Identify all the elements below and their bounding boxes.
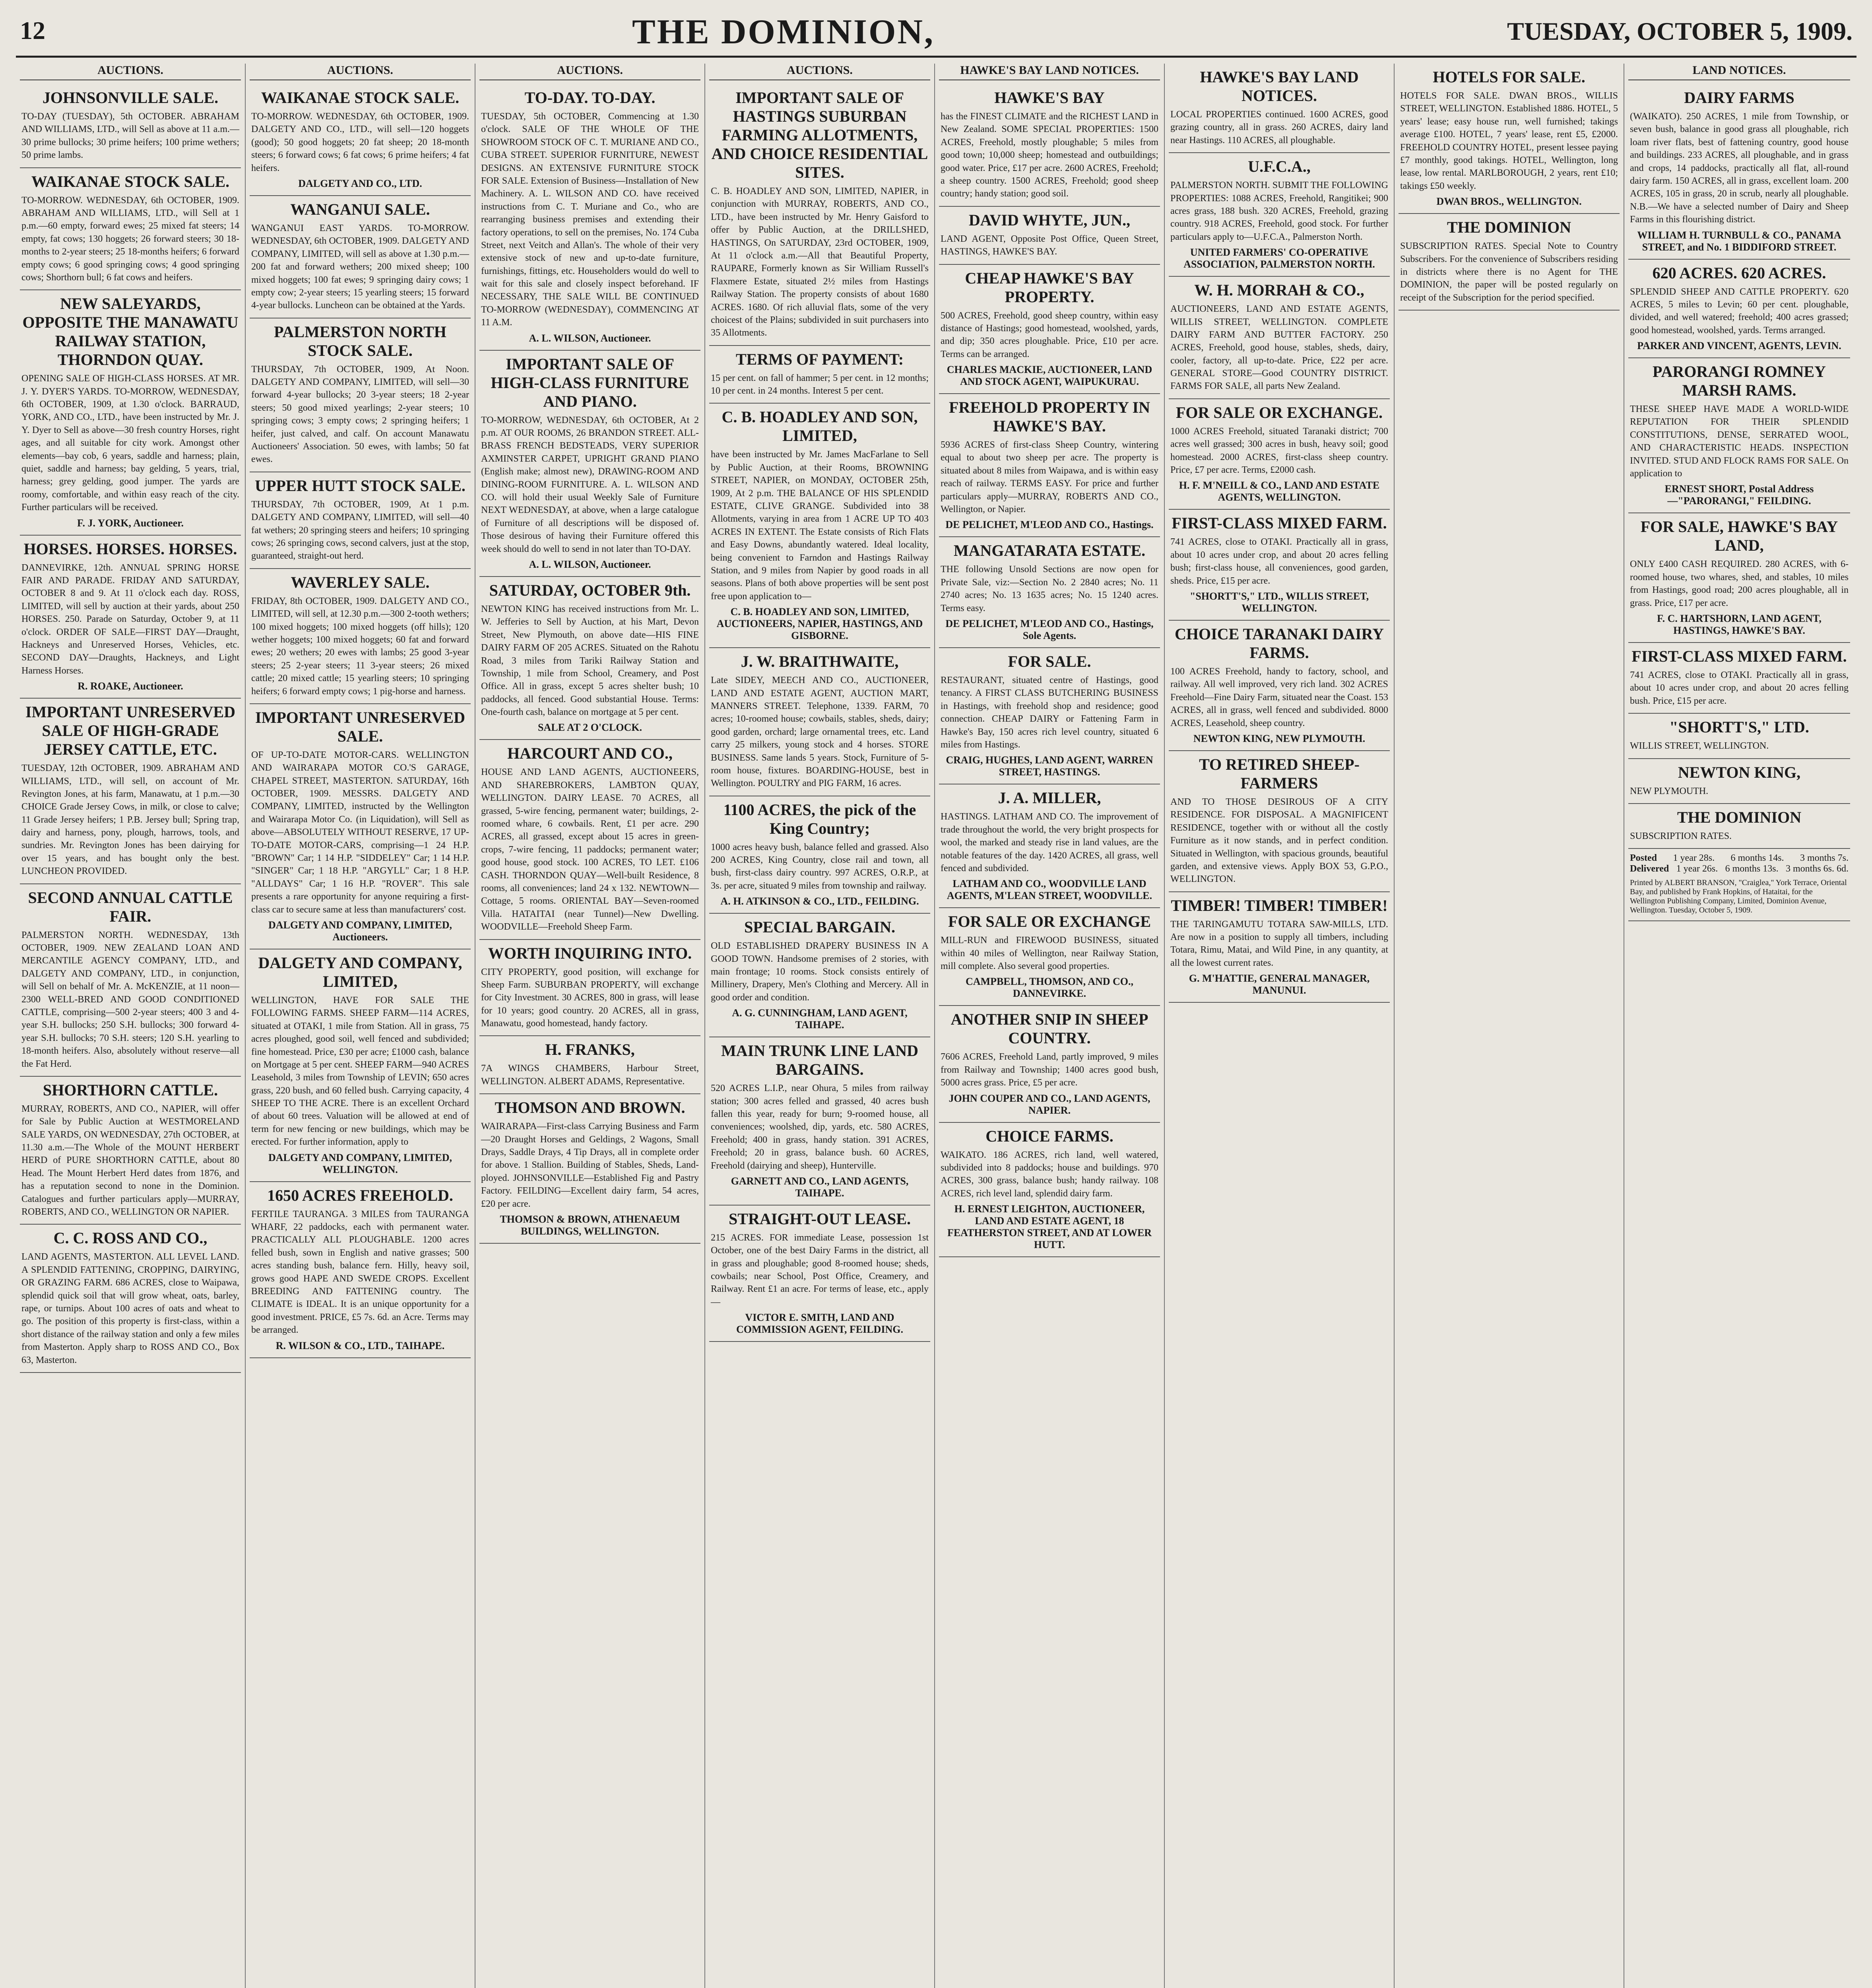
ad-title: DALGETY AND COMPANY, LIMITED, (258, 953, 462, 990)
printer-imprint: Printed by ALBERT BRANSON, "Craiglea," York Terrace, Oriental Bay, and published by Frank Hopkins, of Hataitai, for the Wellington Publishing Company, Limited, Dominion Avenue, Wellington. Tuesday, October 5, 1909. (1630, 878, 1847, 915)
advertisement (1169, 64, 1390, 153)
advertisement (1399, 64, 1620, 214)
ad-signature: C. B. HOADLEY AND SON, LIMITED, AUCTIONEERS, NAPIER, HASTINGS, AND GISBORNE. (716, 606, 923, 642)
ad-title: HARCOURT AND CO., (507, 744, 673, 763)
ad-signature: "SHORTT'S," LTD., WILLIS STREET, WELLINGTON. (1189, 590, 1369, 614)
ad-title: W. H. MORRAH & CO., (1194, 281, 1364, 299)
column-grid (16, 64, 1856, 1988)
ad-body: OF UP-TO-DATE MOTOR-CARS. WELLINGTON AND WAIRARAPA MOTOR CO.'S GARAGE, CHAPEL STREET, MASTERTON. SATURDAY, 16th OCTOBER, 1909. MESSRS. DALGETY AND COMPANY, LIMITED, instructed by the Wellington and Wairarapa Motor Co. (in Liquidation), will Sell as above—ABSOLUTELY WITHOUT RESERVE, 17 UP-TO-DATE MOTOR-CARS, comprising—1 24 H.P. "BROWN" Car; 1 14 H.P. "SIDDELEY" Car; 1 14 H.P. "SINGER" Car; 1 18 H.P. "ARGYLL" Car; 1 8 H.P. "ALLDAYS" Car; 1 16 H.P. "ROVER". This sale presents a rare opportunity for anyone requiring a first-class car to secure same at less than manufacturers' cost. (251, 749, 469, 915)
ad-body: OLD ESTABLISHED DRAPERY BUSINESS IN A GOOD TOWN. Handsome premises of 2 stories, with main frontage; 10 rooms. Stock consists entirely of Millinery, Drapery, Men's Clothing and Mercery. All in good order and condition. (711, 941, 929, 1003)
ad-signature: SALE AT 2 O'CLOCK. (538, 722, 642, 734)
ad-body: WILLIS STREET, WELLINGTON. (1630, 741, 1769, 751)
advertisement (20, 536, 241, 699)
advertisement (1169, 892, 1390, 1003)
ad-body: RESTAURANT, situated centre of Hastings, good tenancy. A FIRST CLASS BUTCHERING BUSINESS in Hastings, with freehold shop and residence; good connection. CHEAP DAIRY or Fattening Farm in Hawke's Bay, 150 acres rich level country, situated 6 miles from Hastings. (941, 675, 1158, 750)
paper-name: THE DOMINION, (632, 13, 935, 51)
ad-body: SUBSCRIPTION RATES. (1630, 831, 1732, 841)
ad-body: 7606 ACRES, Freehold Land, partly improved, 9 miles from Railway and Township; 1400 acres good bush, 5000 acres grass. Price, £5 per acre. (941, 1052, 1158, 1088)
ad-title: DAVID WHYTE, JUN., (968, 211, 1131, 229)
ad-title: THE DOMINION (1677, 808, 1802, 826)
ad-title: PALMERSTON NORTH STOCK SALE. (274, 322, 446, 359)
advertisement (1628, 714, 1850, 759)
rate-cell: 1 year 28s. (1673, 853, 1715, 864)
column-8 (1624, 64, 1854, 1988)
ad-title: IMPORTANT SALE OF HASTINGS SUBURBAN FARMING ALLOTMENTS, AND CHOICE RESIDENTIAL SITES. (711, 89, 928, 181)
ad-body: 1000 acres heavy bush, balance felled and grassed. Also 200 ACRES, King Country, close rail and town, all bush, first-class dairy country. 997 ACRES, O.R.P., at 3s. per acre, situated 9 miles from township and railway. (711, 842, 929, 891)
advertisement (479, 1036, 700, 1094)
ad-body: TO-MORROW. WEDNESDAY, 6th OCTOBER, 1909. ABRAHAM AND WILLIAMS, LTD., will Sell at 1 p.m.—60 empty, forward ewes; 25 mixed fat steers; 14 empty, fat cows; 130 hoggets; 26 forward steers; 30 18-months to 2-year steers; 25 18-months heifers; 6 forward empty cows; 6 good springing cows; 4 good springing cows; Shorthorn bull; 6 fat cows and heifers. (21, 195, 239, 283)
ad-body: 741 ACRES, close to OTAKI. Practically all in grass, about 10 acres under crop, and about 20 acres felling bush. Price, £15 per acre. (1630, 670, 1849, 706)
advertisement (939, 1006, 1160, 1122)
advertisement (1169, 153, 1390, 277)
column-5 (935, 64, 1165, 1988)
ad-title: UPPER HUTT STOCK SALE. (255, 476, 466, 495)
ad-body: 1000 ACRES Freehold, situated Taranaki district; 700 acres well grassed; 300 acres in bush, heavy soil; good homestead. 2000 ACRES, first-class sheep country. Price, £7 per acre. Terms, £2000 cash. (1170, 426, 1388, 476)
advertisement (1169, 277, 1390, 399)
advertisement (709, 914, 930, 1037)
ad-title: J. A. MILLER, (998, 789, 1101, 807)
advertisement (709, 1037, 930, 1206)
column-heading: AUCTIONS. (250, 64, 471, 80)
advertisement (939, 648, 1160, 784)
ad-signature: NEWTON KING, NEW PLYMOUTH. (1193, 732, 1366, 744)
ad-body: has the FINEST CLIMATE and the RICHEST LAND in New Zealand. SOME SPECIAL PROPERTIES: 1500 ACRES, Freehold, mostly ploughable; 5 miles from good town; 10,000 sheep; homestead and outbuildings; good water. Price, £17 per acre. 2600 ACRES, Freehold; a sheep country. 1500 ACRES, Freehold; good sheep country; handy station; good soil. (941, 111, 1158, 199)
ad-title: THE DOMINION (1447, 218, 1571, 237)
column-2 (246, 64, 475, 1988)
ad-title: TIMBER! TIMBER! TIMBER! (1171, 896, 1388, 914)
ad-signature: DE PELICHET, M'LEOD AND CO., Hastings. (945, 519, 1154, 531)
ad-signature: DE PELICHET, M'LEOD AND CO., Hastings, Sole Agents. (945, 617, 1154, 641)
ad-body: THE following Unsold Sections are now open for Private Sale, viz:—Section No. 2 2840 acres; No. 11 2740 acres; No. 13 1635 acres; No. 15 1240 acres. Terms easy. (941, 564, 1158, 613)
ad-title: DAIRY FARMS (1684, 89, 1794, 107)
advertisement (250, 196, 471, 318)
ad-title: TERMS OF PAYMENT: (735, 350, 904, 368)
column-heading: LAND NOTICES. (1628, 64, 1850, 80)
advertisement (250, 569, 471, 704)
advertisement (20, 884, 241, 1077)
ad-signature: JOHN COUPER AND CO., LAND AGENTS, NAPIER. (949, 1092, 1150, 1116)
advertisement (1169, 399, 1390, 510)
column-heading: AUCTIONS. (709, 64, 930, 80)
ad-body: (WAIKATO). 250 ACRES, 1 mile from Township, or seven bush, balance in good grass all ploughable, rich loam river flats, best of fattening country, good house and buildings. 233 ACRES, all ploughable, and in grass and crops, 14 paddocks, practically all flat, all-round dairy farm. 150 ACRES, all in grass, excellent loam. 200 ACRES, 105 in grass, 20 in scrub, nearly all ploughable. N.B.—We have a selected number of Dairy and Sheep Farms in this flourishing district. (1630, 111, 1849, 225)
ad-body: HOUSE AND LAND AGENTS, AUCTIONEERS, AND SHAREBROKERS, LAMBTON QUAY, WELLINGTON. DAIRY LEASE. 70 ACRES, all grassed, 5-wire fencing, permanent water; buildings, 2-roomed whare, 6 cowbails. Rent, £1 per acre. 290 ACRES, all grassed, except about 15 acres in green-crops, 7-wire fencing, 11 paddocks; permanent water; good house, good stock. 100 ACRES, TO LET. £106 CASH. THORNDON QUAY—Well-built Residence, 8 rooms, all conveniences; land 24 x 132. NEWTOWN—Cottage, 5 rooms. ORIENTAL BAY—Seven-roomed Villa. HATAITAI (near Tunnel)—New Dwelling. WOODVILLE—Freehold Sheep Farm. (481, 767, 699, 932)
ad-body: WAIKATO. 186 ACRES, rich land, well watered, subdivided into 8 paddocks; house and buildings. 970 ACRES, 300 grass, balance bush; handy railway. 108 ACRES, rich level land, splendid dairy farm. (941, 1149, 1158, 1199)
advertisement (20, 699, 241, 884)
ad-body: 500 ACRES, Freehold, good sheep country, within easy distance of Hastings; good homestead, woolshed, yards, and dip; 350 acres ploughable. Price, £10 per acre. Terms can be arranged. (941, 310, 1158, 359)
ad-title: HOTELS FOR SALE. (1433, 68, 1585, 86)
ad-body: OPENING SALE OF HIGH-CLASS HORSES. AT MR. J. Y. DYER'S YARDS. TO-MORROW, WEDNESDAY, 6th OCTOBER, 1909, at 1.30 o'clock. BARRAUD, YORK, AND CO., LTD., have been instructed by Mr. J. Y. Dyer to Sell as above—30 fresh country Horses, right ages, and all suitable for city work. Amongst other elements—bay cob, 6 years, saddle and harness; plain, quiet, saddle and harness; bay gelding, 5 years, trial, harness; grey gelding, good jumper. The yards are roomy, comfortable, and within easy reach of the city. Further particulars will be received. (21, 373, 239, 513)
advertisement (709, 1206, 930, 1342)
advertisement (479, 940, 700, 1037)
ad-title: 1100 ACRES, the pick of the King Country; (723, 800, 916, 837)
ad-signature: F. C. HARTSHORN, LAND AGENT, HASTINGS, HAWKE'S BAY. (1657, 612, 1822, 636)
ad-signature: A. L. WILSON, Auctioneer. (529, 332, 651, 344)
ad-signature: ERNEST SHORT, Postal Address—"PARORANGI," FEILDING. (1664, 483, 1814, 507)
column-heading: AUCTIONS. (20, 64, 241, 80)
ad-title: HORSES. HORSES. HORSES. (23, 540, 237, 558)
masthead (16, 8, 1856, 58)
ad-signature: PARKER AND VINCENT, AGENTS, LEVIN. (1637, 340, 1841, 352)
ad-body: C. B. HOADLEY AND SON, LIMITED, NAPIER, in conjunction with MURRAY, ROBERTS, AND CO., LTD., have been instructed by Mr. Henry Gaisford to offer by Public Auction, at the DRILLSHED, HASTINGS, On SATURDAY, 23rd OCTOBER, 1909, At 11 o'clock a.m.—All that Beautiful Property, RAUPARE, Formerly known as Sir William Russell's Flaxmere Estate, situated 2½ miles from Hastings Railway Station. The property consists of about 1680 ACRES. 1680. Of rich alluvial flats, some of the very choicest of the Plains; subdivided in suit purchasers into 35 Allotments. (711, 186, 929, 338)
advertisement (939, 84, 1160, 207)
ad-title: H. FRANKS, (545, 1041, 635, 1059)
ad-title: IMPORTANT UNRESERVED SALE. (255, 708, 465, 745)
ad-signature: DWAN BROS., WELLINGTON. (1436, 196, 1582, 208)
ad-body: AND TO THOSE DESIROUS OF A CITY RESIDENCE. FOR DISPOSAL. A MAGNIFICENT RESIDENCE, together with or without all the costly Furniture as it now stands, and in perfect condition. Situated in Wellington, with spacious grounds, beautiful garden, and extensive views. Apply BOX 53, G.P.O., WELLINGTON. (1170, 796, 1388, 885)
ad-body: LAND AGENTS, MASTERTON. ALL LEVEL LAND. A SPLENDID FATTENING, CROPPING, DAIRYING, OR GRAZING FARM. 686 ACRES, close to Waipawa, splendid quick soil that will grow wheat, oats, barley, rape, or turnips. About 100 acres of oats and wheat to go. The position of this property is first-class, within a short distance of the railway station and only a few miles from Masterton. Apply sharp to ROSS AND CO., Box 63, Masterton. (21, 1252, 239, 1365)
ad-signature: DALGETY AND COMPANY, LIMITED, Auctioneers. (268, 919, 452, 943)
advertisement (709, 346, 930, 404)
advertisement (939, 394, 1160, 537)
ad-title: WAVERLEY SALE. (291, 573, 430, 591)
rate-row (1630, 864, 1849, 874)
ad-body: DANNEVIRKE, 12th. ANNUAL SPRING HORSE FAIR AND PARADE. FRIDAY AND SATURDAY, OCTOBER 8 and 9. At 11 o'clock each day. ROSS, LIMITED, will sell by auction at their yards, about 250 HORSES. 250. Parade on Saturday, October 9, at 11 o'clock. ORDER OF SALE—FIRST DAY—Draught, Hackneys and Unreserved Horses, Vehicles, etc. SECOND DAY—Draughts, Hackneys, and Light Harness Horses. (21, 562, 239, 676)
advertisement (1169, 621, 1390, 751)
ad-title: TO-DAY. TO-DAY. (524, 89, 656, 107)
column-heading: AUCTIONS. (479, 64, 700, 80)
advertisement (939, 265, 1160, 394)
ad-body: MILL-RUN and FIREWOOD BUSINESS, situated within 40 miles of Wellington, near Railway Station, mill complete. Also several good properties. (941, 935, 1158, 972)
ad-title: "SHORTT'S," LTD. (1669, 718, 1809, 736)
ad-body: 7A WINGS CHAMBERS, Harbour Street, WELLINGTON. ALBERT ADAMS, Representative. (481, 1063, 699, 1087)
ad-body: SPLENDID SHEEP AND CATTLE PROPERTY. 620 ACRES, 5 miles to Levin; 60 per cent. ploughable, divided, and well watered; freehold; 400 acres grassed; good homestead, woolshed, yards. Terms arranged. (1630, 286, 1849, 336)
ad-title: THOMSON AND BROWN. (495, 1099, 685, 1117)
ad-body: HOTELS FOR SALE. DWAN BROS., WILLIS STREET, WELLINGTON. Established 1886. HOTEL, 5 years' lease; easy house run, well furnished; takings average £100. HOTEL, 7 years' lease, rent £5, £2000. FREEHOLD COUNTRY HOTEL, present lessee paying £7 monthly, good takings. HOTEL, Wellington, long lease, low rental. MARLBOROUGH, 2 years, rent £10; takings £50 weekly. (1400, 91, 1618, 191)
issue-date: TUESDAY, OCTOBER 5, 1909. (1507, 17, 1853, 45)
ad-signature: A. H. ATKINSON & CO., LTD., FEILDING. (720, 895, 919, 907)
ad-body: LAND AGENT, Opposite Post Office, Queen Street, HASTINGS, HAWKE'S BAY. (941, 233, 1158, 257)
ad-body: CITY PROPERTY, good position, will exchange for Sheep Farm. SUBURBAN PROPERTY, will exchange for City Investment. 30 ACRES, 800 in grass, will lease for 10 years; good country. 20 ACRES, all in grass, Manawatu, good homestead, handy factory. (481, 967, 699, 1029)
ad-title: NEW SALEYARDS, OPPOSITE THE MANAWATU RAILWAY STATION, THORNDON QUAY. (22, 295, 239, 369)
ad-title: C. B. HOADLEY AND SON, LIMITED, (722, 408, 918, 445)
ad-signature: G. M'HATTIE, GENERAL MANAGER, MANUNUI. (1189, 973, 1370, 996)
ad-title: FOR SALE OR EXCHANGE. (1176, 403, 1383, 421)
ad-title: JOHNSONVILLE SALE. (42, 89, 219, 107)
rate-cell: 1 year 26s. (1676, 864, 1718, 874)
ad-title: SATURDAY, OCTOBER 9th. (489, 581, 691, 599)
advertisement (709, 404, 930, 648)
advertisement (939, 784, 1160, 908)
ad-title: SHORTHORN CATTLE. (43, 1081, 218, 1099)
ad-body: have been instructed by Mr. James MacFarlane to Sell by Public Auction, at their Rooms, BROWNING STREET, NAPIER, on MONDAY, OCTOBER 25th, 1909, At 2 p.m. THE BALANCE OF HIS SPLENDID ESTATE, CLIVE GRANGE. Subdivided into 38 Allotments, varying in area from 1 ACRE UP TO 403 ACRES IN EXTENT. The Estate consists of Rich Flats and Easy Downs, abundantly watered. Ideal locality, being convenient to Farndon and Hastings Railway Station, and 9 miles from Napier by good roads in all seasons. Plans of both above properties will be sent post free upon application to— (711, 449, 929, 602)
ad-signature: F. J. YORK, Auctioneer. (77, 517, 184, 529)
ad-body: 5936 ACRES of first-class Sheep Country, wintering equal to about two sheep per acre. The property is situated about 8 miles from Waipawa, and is within easy reach of railway. TERMS EASY. For price and further particulars apply—MURRAY, ROBERTS AND CO., Wellington, or Napier. (941, 440, 1158, 515)
column-7 (1395, 64, 1624, 1988)
ad-title: TO RETIRED SHEEP-FARMERS (1199, 755, 1360, 792)
advertisement (1628, 759, 1850, 804)
ad-signature: R. ROAKE, Auctioneer. (78, 680, 183, 692)
ad-body: WAIRARAPA—First-class Carrying Business and Farm—20 Draught Horses and Geldings, 2 Wagons, Small Drays, Saddle Drays, 4 Tip Drays, all in complete order for above. 1 Stallion. Building of Stables, Sheds, Land-ployed. JOHNSONVILLE—Established Fig and Pastry Factory. FEILDING—Excellent dairy farm, 54 acres, £20 per acre. (481, 1121, 699, 1209)
ad-title: MANGATARATA ESTATE. (953, 542, 1146, 560)
ad-body: FERTILE TAURANGA. 3 MILES from TAURANGA WHARF, 22 paddocks, each with permanent water. PRACTICALLY ALL PLOUGHABLE. 1200 acres felled bush, sown in English and native grasses; 500 acres standing bush, balance fern. Hilly, heavy soil, grows good HAPE AND SWEDE CROPS. Excellent BREEDING AND FATTENING country. The CLIMATE is IDEAL. It is an unique opportunity for a good investment. PRICE, £5 7s. 6d. an Acre. Terms may be arranged. (251, 1209, 469, 1336)
ad-title: ANOTHER SNIP IN SHEEP COUNTRY. (951, 1010, 1148, 1047)
ad-body: PALMERSTON NORTH. WEDNESDAY, 13th OCTOBER, 1909. NEW ZEALAND LOAN AND MERCANTILE AGENCY COMPANY, LTD., and DALGETY AND COMPANY, LTD., in conjunction, will Sell on behalf of Mr. A. McKENZIE, at 11 noon—2300 WELL-BRED AND GOOD CONDITIONED CATTLE, comprising—500 2-year steers; 400 3 and 4-year S.H. bullocks; 250 S.H. bullocks; 300 forward 4-year S.H. bullocks; 70 S.H. steers; 120 S.H. yearling to 18-month heifers. Also, absolutely without reserve—all the Fat Herd. (21, 930, 239, 1069)
ad-title: NEWTON KING, (1678, 763, 1801, 781)
ad-title: CHEAP HAWKE'S BAY PROPERTY. (965, 269, 1134, 306)
ad-signature: THOMSON & BROWN, ATHENAEUM BUILDINGS, WELLINGTON. (500, 1213, 680, 1237)
ad-title: WAIKANAE STOCK SALE. (31, 172, 230, 190)
rate-cell: Delivered (1630, 864, 1669, 874)
rate-row (1630, 853, 1849, 864)
ad-title: IMPORTANT UNRESERVED SALE OF HIGH-GRADE JERSEY CATTLE, ETC. (25, 703, 235, 759)
ad-title: FOR SALE. (1008, 652, 1091, 670)
ad-signature: A. G. CUNNINGHAM, LAND AGENT, TAIHAPE. (732, 1007, 908, 1031)
rate-cell: 6 months 14s. (1730, 853, 1784, 864)
advertisement (709, 796, 930, 914)
ad-body: 15 per cent. on fall of hammer; 5 per cent. in 12 months; 10 per cent. in 24 months. Interest 5 per cent. (711, 373, 929, 396)
ad-title: FOR SALE OR EXCHANGE (948, 912, 1151, 931)
ad-body: WANGANUI EAST YARDS. TO-MORROW. WEDNESDAY, 6th OCTOBER, 1909. DALGETY AND COMPANY, LIMITED, will sell as above at 1.30 p.m.—200 fat and forward wethers; 200 mixed sheep; 100 mixed hoggets; 100 fat ewes; 9 springing dairy cows; 1 empty cow; 2-year steers; 15 yearling steers; 15 forward 4-year bullocks. Luncheon can be obtained at the Yards. (251, 223, 469, 311)
ad-title: FIRST-CLASS MIXED FARM. (1172, 514, 1387, 532)
advertisement (939, 908, 1160, 1006)
advertisement (1628, 804, 1850, 849)
advertisement (709, 648, 930, 796)
ad-signature: CRAIG, HUGHES, LAND AGENT, WARREN STREET, HASTINGS. (946, 754, 1153, 778)
rate-cell: 6 months 13s. (1725, 864, 1779, 874)
ad-body: FRIDAY, 8th OCTOBER, 1909. DALGETY AND CO., LIMITED, will sell, at 12.30 p.m.—300 2-tooth wethers; 100 mixed hoggets; 100 mixed hoggets (off hills); 120 wether hoggets; 100 mixed hoggets; 60 fat and forward ewes; 20 wethers; 20 ewes with lambs; 25 good 3-year steers; 25 2-year steers; 11 3-year steers; 26 mixed cattle; 20 mixed cattle; 15 yearling steers; 10 springing heifers; 6 forward empty cows; 1 pig-horse and harness. (251, 596, 469, 697)
advertisement (1399, 214, 1620, 311)
ad-body: MURRAY, ROBERTS, AND CO., NAPIER, will offer for Sale by Public Auction at WESTMORELAND SALE YARDS, ON WEDNESDAY, 27th OCTOBER, at 11.30 a.m.—The Whole of the MOUNT HERBERT HERD of PURE SHORTHORN CATTLE, about 80 Head. The Mount Herbert Herd dates from 1876, and has a reputation second to none in the Dominion. Catalogues and further particulars apply—MURRAY, ROBERTS, AND CO., WELLINGTON OR NAPIER. (21, 1103, 239, 1217)
ad-body: WELLINGTON, HAVE FOR SALE THE FOLLOWING FARMS. SHEEP FARM—114 ACRES, situated at OTAKI, 1 mile from Station. All in grass, 75 acres ploughed, good soil, well fenced and subdivided; fine homestead. Price, £30 per acre; £1000 cash, balance on Mortgage at 5 per cent. SHEEP FARM—940 ACRES Leasehold, 3 miles from Township of LEVIN; 650 acres grass, 220 bush, and 60 felled bush. Carrying capacity, 4 SHEEP TO THE ACRE. There is an excellent Orchard of about 60 trees. Valuation will be allowed at end of term for new fencing or new buildings, which may be erected. For further information, apply to (251, 995, 469, 1147)
advertisement (250, 318, 471, 472)
page-number: 12 (20, 16, 45, 45)
ad-title: 1650 ACRES FREEHOLD. (267, 1186, 453, 1204)
advertisement (250, 949, 471, 1182)
ad-title: U.F.C.A., (1248, 157, 1311, 176)
ad-title: 620 ACRES. 620 ACRES. (1652, 264, 1826, 282)
ad-signature: DALGETY AND COMPANY, LIMITED, WELLINGTON. (268, 1151, 452, 1175)
column-6 (1165, 64, 1395, 1988)
ad-title: CHOICE FARMS. (985, 1127, 1114, 1145)
ad-body: NEWTON KING has received instructions from Mr. L. W. Jefferies to Sell by Auction, at his Mart, Devon Street, New Plymouth, on above date—HIS FINE DAIRY FARM OF 205 ACRES. Situated on the Rahotu Road, 3 miles from Tariki Railway Station and Township, 1 mile from School, Creamery, and Post Office. All in grass, except 5 acres shelter bush; 10 paddocks, all fenced. Good substantial House. Terms: One-fourth cash, balance on mortgage at 5 per cent. (481, 604, 699, 718)
subscription-rates (1628, 849, 1850, 921)
advertisement (250, 84, 471, 196)
advertisement (1169, 510, 1390, 621)
advertisement (479, 577, 700, 740)
ad-body: AUCTIONEERS, LAND AND ESTATE AGENTS, WILLIS STREET, WELLINGTON. COMPLETE DAIRY FARM AND BUTTER FACTORY. 250 ACRES, Freehold, good house, stables, sheds, dairy, cooler, factory, all up-to-date. Price, £22 per acre. GENERAL STORE—Good COUNTRY DISTRICT. FARMS FOR SALE, all parts New Zealand. (1170, 304, 1388, 392)
advertisement (1628, 84, 1850, 260)
ad-signature: LATHAM AND CO., WOODVILLE LAND AGENTS, M'LEAN STREET, WOODVILLE. (947, 878, 1152, 902)
ad-body: SUBSCRIPTION RATES. Special Note to Country Subscribers. For the convenience of Subscribers residing in districts where there is no Agent for THE DOMINION, the paper will be posted regularly on receipt of the Subscription for the period specified. (1400, 241, 1618, 303)
ad-title: MAIN TRUNK LINE LAND BARGAINS. (721, 1042, 918, 1079)
ad-signature: H. ERNEST LEIGHTON, AUCTIONEER, LAND AND ESTATE AGENT, 18 FEATHERSTON STREET, AND AT LOWER HUTT. (947, 1203, 1152, 1251)
advertisement (20, 1225, 241, 1373)
ad-signature: H. F. M'NEILL & CO., LAND AND ESTATE AGENTS, WELLINGTON. (1179, 480, 1380, 503)
ad-body: THE TARINGAMUTU TOTARA SAW-MILLS, LTD. Are now in a position to supply all timbers, including Totara, Rimu, Matai, and Wild Pine, in any quantity, at all the lowest current rates. (1170, 919, 1388, 968)
advertisement (709, 84, 930, 346)
column-heading: HAWKE'S BAY LAND NOTICES. (939, 64, 1160, 80)
ad-signature: CAMPBELL, THOMSON, AND CO., DANNEVIRKE. (965, 976, 1134, 1000)
ad-body: 520 ACRES L.I.P., near Ohura, 5 miles from railway station; 300 acres felled and grassed, 40 acres bush fallen this year, ready for burn; 9-roomed house, all conveniences; woolshed, dip, yards, etc. 580 ACRES, Freehold; 400 in grass, handy station. 391 ACRES, Freehold; 20 in grass, balance bush. 60 ACRES, Freehold (dairying and sheep), Hunterville. (711, 1083, 929, 1171)
advertisement (479, 740, 700, 940)
advertisement (479, 351, 700, 577)
advertisement (1628, 260, 1850, 359)
ad-body: Late SIDEY, MEECH AND CO., AUCTIONEER, LAND AND ESTATE AGENT, AUCTION MART, MANNERS STREET. Telephone, 1339. FARM, 70 acres; 10-roomed house; cowbails, stables, sheds, dairy; good garden, orchard; large ornamental trees, etc. Land carry 25 milkers, young stock and 4 horses. STORE BUSINESS. Same lands 5 years. Stock, Furniture of 5-room house, fixtures. BOARDING-HOUSE, best in Wellington. POULTRY and PIG FARM, 16 acres. (711, 675, 929, 789)
advertisement (20, 290, 241, 535)
ad-body: THURSDAY, 7th OCTOBER, 1909, At Noon. DALGETY AND COMPANY, LIMITED, will sell—30 forward 4-year bullocks; 20 3-year steers; 18 2-year steers; 50 good mixed yearlings; 2-year steers; 10 springing cows; 3 empty cows; 2 springing heifers; 1 heifer, just calved, and calf. On account Manawatu Auctioneers' Association. 50 ewes, with lambs; 50 fat ewes. (251, 364, 469, 465)
advertisement (20, 168, 241, 291)
ad-body: TO-DAY (TUESDAY), 5th OCTOBER. ABRAHAM AND WILLIAMS, LTD., will Sell as above at 11 a.m.—30 prime bullocks; 30 prime heifers; 100 prime wethers; 50 prime lambs. (21, 111, 239, 161)
ad-title: FOR SALE, HAWKE'S BAY LAND, (1640, 518, 1838, 555)
rate-cell: Posted (1630, 853, 1657, 864)
ad-body: THURSDAY, 7th OCTOBER, 1909, At 1 p.m. DALGETY AND COMPANY, LIMITED, will sell—40 fat wethers; 20 springing steers and heifers; 10 springing cows; 26 springing cows, second calvers, just at the stop, guaranteed, straight-out herd. (251, 499, 469, 561)
ad-signature: A. L. WILSON, Auctioneer. (529, 558, 651, 570)
ad-body: 741 ACRES, close to OTAKI. Practically all in grass, about 10 acres under crop, and about 20 acres felling bush; first-class house, all conveniences, good garden, sheds. Price, £15 per acre. (1170, 537, 1388, 586)
column-1 (16, 64, 246, 1988)
ad-body: ONLY £400 CASH REQUIRED. 280 ACRES, with 6-roomed house, two whares, shed, and stables, 10 miles from Hastings, good road; 200 acres ploughable, all in grass. Price, £17 per acre. (1630, 559, 1849, 608)
advertisement (250, 704, 471, 949)
rate-cell: 3 months 7s. (1800, 853, 1849, 864)
ad-body: TUESDAY, 5th OCTOBER, Commencing at 1.30 o'clock. SALE OF THE WHOLE OF THE SHOWROOM STOCK OF C. T. MURIANE AND CO., CUBA STREET. SUPERIOR FURNITURE, NEWEST DESIGNS. AN EXTENSIVE FURNITURE STOCK FOR SALE. Extension of Business—Installation of New Machinery. A. L. WILSON AND CO. have received instructions from C. T. Muriane and Co., who are rearranging business premises and extending their factory operations, to sell on the premises, No. 174 Cuba Street, next Veitch and Allan's. The whole of their very extensive stock of new and up-to-date furniture, furnishings, fittings, etc. Householders would do well to wait for this sale and closely inspect beforehand. IF NECESSARY, THE SALE WILL BE CONTINUED TO-MORROW (WEDNESDAY), COMMENCING AT 11 A.M. (481, 111, 699, 328)
ad-title: HAWKE'S BAY (994, 89, 1105, 107)
ad-body: THESE SHEEP HAVE MADE A WORLD-WIDE REPUTATION FOR THEIR SPLENDID CONSTITUTIONS, DENSE, SERRATED WOOL, AND CHARACTERISTIC HEADS. INSPECTION INVITED. STUD AND FLOCK RAMS FOR SALE. On application to (1630, 404, 1849, 479)
rate-cell: 3 months 6s. 6d. (1785, 864, 1849, 874)
ad-title: IMPORTANT SALE OF HIGH-CLASS FURNITURE AND PIANO. (491, 355, 689, 410)
advertisement (250, 472, 471, 569)
ad-body: HASTINGS. LATHAM AND CO. The improvement of trade throughout the world, the very bright prospects for wool, the marked and steady rise in land values, are the notable features of the day. 1420 ACRES, all grass, well fenced and subdivided. (941, 812, 1158, 874)
ad-title: WORTH INQUIRING INTO. (488, 944, 692, 962)
ad-body: PALMERSTON NORTH. SUBMIT THE FOLLOWING PROPERTIES: 1088 ACRES, Freehold, Rangitikei; 900 acres grass, 188 bush. 320 ACRES, Freehold, grazing country. 918 ACRES, Freehold, good stock. For further particulars apply to—U.F.C.A., Palmerston North. (1170, 180, 1388, 242)
ad-signature: UNITED FARMERS' CO-OPERATIVE ASSOCIATION, PALMERSTON NORTH. (1183, 247, 1375, 270)
ad-title: SPECIAL BARGAIN. (744, 918, 896, 936)
advertisement (1628, 643, 1850, 714)
ad-title: CHOICE TARANAKI DAIRY FARMS. (1174, 625, 1384, 662)
ad-signature: GARNETT AND CO., LAND AGENTS, TAIHAPE. (731, 1175, 909, 1199)
advertisement (479, 1094, 700, 1244)
ad-signature: WILLIAM H. TURNBULL & CO., PANAMA STREET, and No. 1 BIDDIFORD STREET. (1637, 229, 1841, 253)
advertisement (250, 1182, 471, 1358)
ad-body: LOCAL PROPERTIES continued. 1600 ACRES, good grazing country, all in grass. 260 ACRES, dairy land near Hastings. 110 ACRES, all ploughable. (1170, 109, 1388, 146)
advertisement (1169, 751, 1390, 892)
ad-title: STRAIGHT-OUT LEASE. (729, 1209, 911, 1228)
advertisement (939, 207, 1160, 265)
advertisement (1628, 358, 1850, 513)
ad-title: C. C. ROSS AND CO., (53, 1229, 208, 1247)
ad-signature: R. WILSON & CO., LTD., TAIHAPE. (275, 1340, 445, 1351)
ad-title: PARORANGI ROMNEY MARSH RAMS. (1653, 363, 1826, 400)
ad-body: TO-MORROW. WEDNESDAY, 6th OCTOBER, 1909. DALGETY AND CO., LTD., will sell—120 hoggets (good); 50 good hoggets; 20 fat sheep; 20 18-month steers; 6 forward cows; 6 fat cows; 6 prime heifers; 4 fat heifers. (251, 111, 469, 173)
ad-title: SECOND ANNUAL CATTLE FAIR. (28, 888, 233, 925)
ad-body: NEW PLYMOUTH. (1630, 786, 1709, 796)
advertisement (939, 1123, 1160, 1258)
column-4 (705, 64, 935, 1988)
ad-title: FIRST-CLASS MIXED FARM. (1631, 647, 1847, 665)
ad-title: WAIKANAE STOCK SALE. (261, 89, 460, 107)
ad-body: 215 ACRES. FOR immediate Lease, possession 1st October, one of the best Dairy Farms in the district, all in grass and ploughable; good 8-roomed house; sheds, cowbails; near School, Post Office, Creamery, and Railway. Rent £1 an acre. For terms of lease, etc., apply— (711, 1232, 929, 1307)
ad-body: TO-MORROW, WEDNESDAY, 6th OCTOBER, At 2 p.m. AT OUR ROOMS, 26 BRANDON STREET. ALL-BRASS FRENCH BEDSTEADS, VERY SUPERIOR AXMINSTER CARPET, UPRIGHT GRAND PIANO (English make; almost new), DRAWING-ROOM AND DINING-ROOM FURNITURE. A. L. WILSON AND CO. will hold their usual Weekly Sale of Furniture NEXT WEDNESDAY, at above, when a large catalogue of Furniture of all descriptions will be disposed of. Those desirous of having their Furniture offered this week should do well to send in not later than TO-DAY. (481, 415, 699, 554)
ad-body: TUESDAY, 12th OCTOBER, 1909. ABRAHAM AND WILLIAMS, LTD., will sell, on account of Mr. Revington Jones, at his farm, Manawatu, at 1 p.m.—30 CHOICE Grade Jersey Cows, in milk, or close to calve; 11 Grade Jersey heifers; 1 P.B. Jersey bull; Spring trap, dairy and harness, pony, plough, harrows, tools, and sundries. Mr. Revington Jones has been dairying for over 15 years, and has bought only the best. LUNCHEON PROVIDED. (21, 763, 239, 877)
ad-signature: CHARLES MACKIE, AUCTIONEER, LAND AND STOCK AGENT, WAIPUKURAU. (947, 364, 1152, 388)
advertisement (479, 84, 700, 351)
ad-signature: VICTOR E. SMITH, LAND AND COMMISSION AGENT, FEILDING. (736, 1312, 903, 1336)
ad-title: WANGANUI SALE. (290, 200, 430, 218)
advertisement (20, 84, 241, 168)
ad-body: 100 ACRES Freehold, handy to factory, school, and railway. All well improved, very rich land. 302 ACRES Freehold—Fine Dairy Farm, situated near the Coast. 153 ACRES, all in grass, well fenced and subdivided. 8000 ACRES, Leasehold, sheep country. (1170, 666, 1388, 728)
column-3 (475, 64, 705, 1988)
ad-title: J. W. BRAITHWAITE, (741, 652, 899, 671)
ad-title: FREEHOLD PROPERTY IN HAWKE'S BAY. (949, 398, 1150, 435)
advertisement (20, 1077, 241, 1225)
ad-title: HAWKE'S BAY LAND NOTICES. (1200, 68, 1359, 105)
ad-signature: DALGETY AND CO., LTD. (298, 177, 422, 189)
advertisement (1628, 513, 1850, 643)
advertisement (939, 537, 1160, 648)
